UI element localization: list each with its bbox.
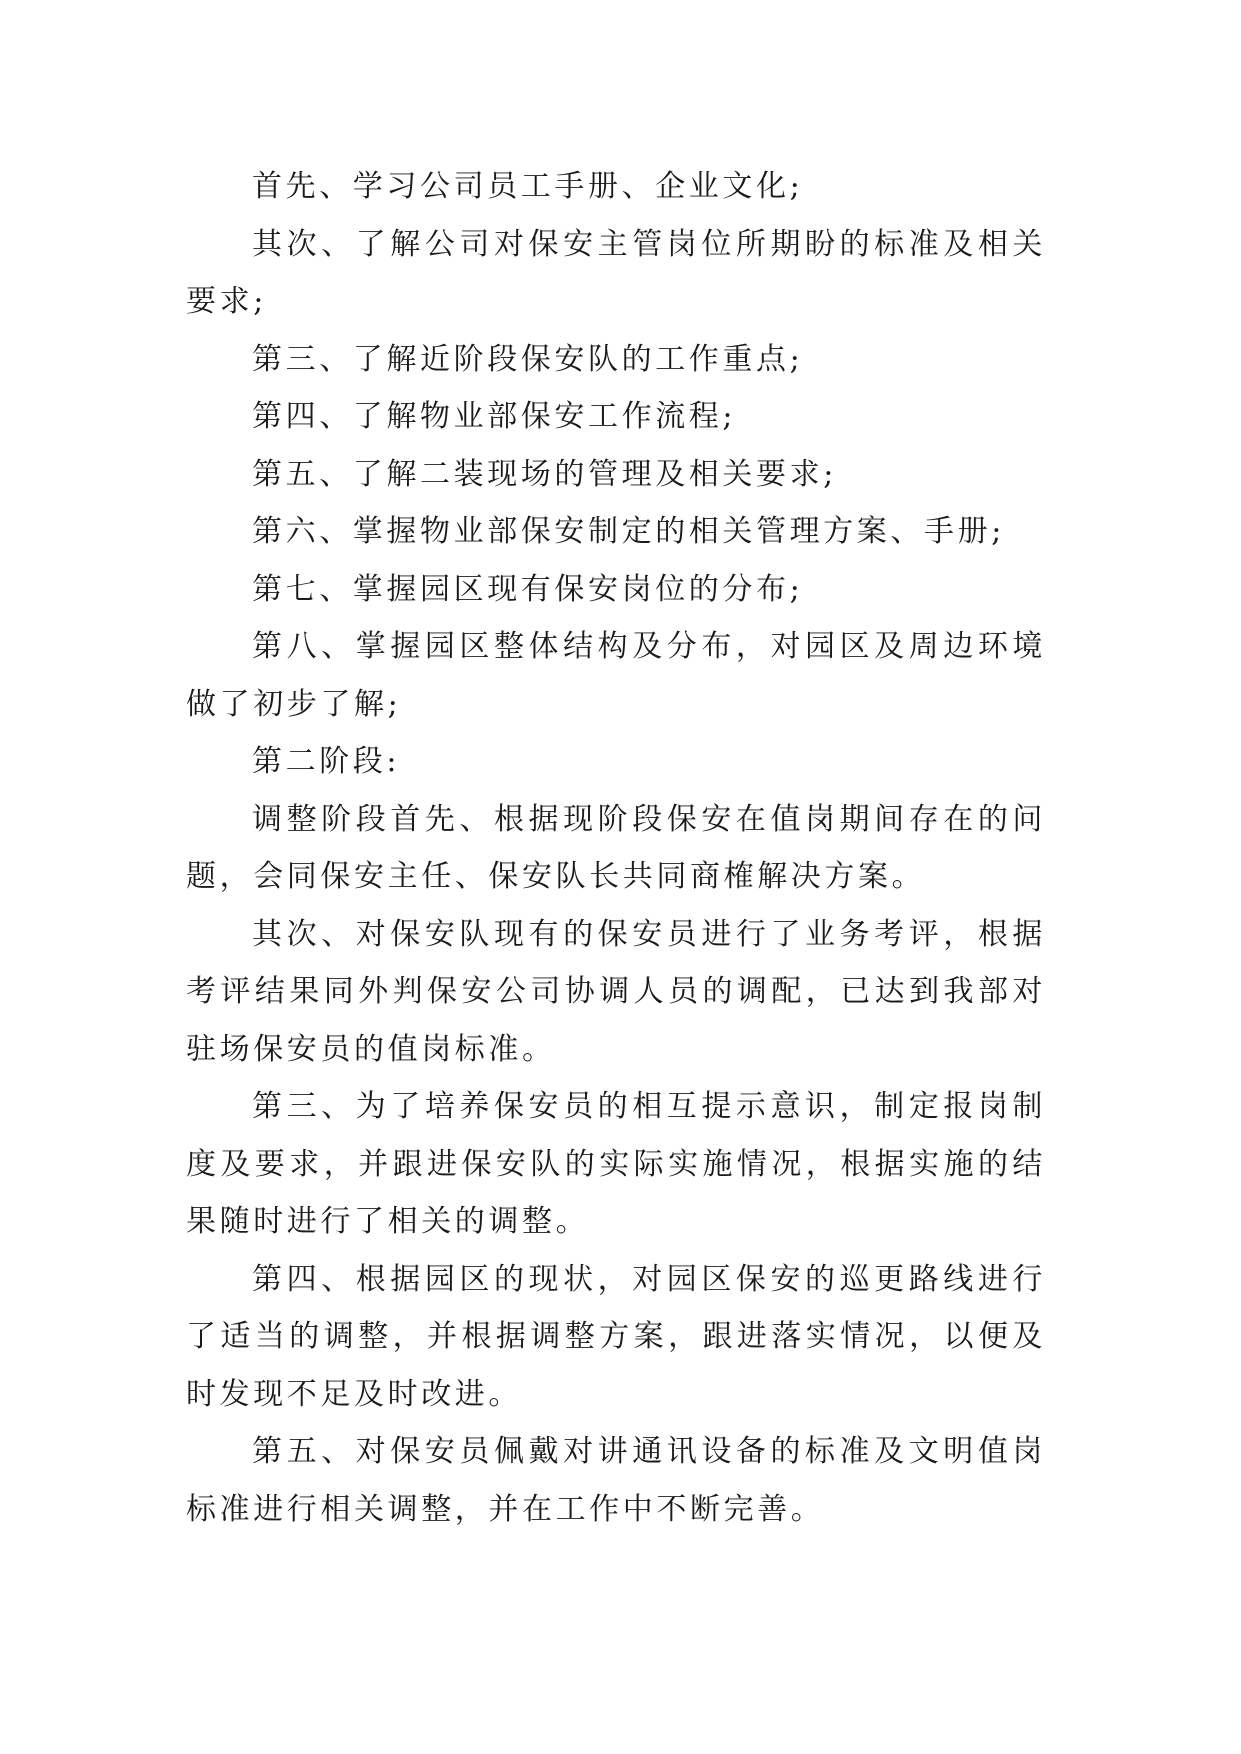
section-heading: 第二阶段:	[252, 744, 401, 779]
paragraph: 第五、了解二装现场的管理及相关要求;	[252, 456, 837, 492]
paragraph: 第七、掌握园区现有保安岗位的分布;	[252, 571, 804, 607]
paragraph: 调整阶段首先、根据现阶段保安在值岗期间存在的问题，会同保安主任、保安队长共同商榷解决方案。	[186, 801, 1046, 894]
paragraph: 第四、根据园区的现状，对园区保安的巡更路线进行了适当的调整，并根据调整方案，跟进落实情况，以便及时发现不足及时改进。	[186, 1261, 1046, 1412]
paragraph: 第三、为了培养保安员的相互提示意识，制定报岗制度及要求，并跟进保安队的实际实施情况，根据实施的结果随时进行了相关的调整。	[186, 1089, 1046, 1239]
paragraph: 第四、了解物业部保安工作流程;	[252, 399, 737, 434]
paragraph: 第六、掌握物业部保安制定的相关管理方案、手册;	[252, 514, 1005, 549]
paragraph: 第三、了解近阶段保安队的工作重点;	[252, 341, 804, 377]
paragraph: 首先、学习公司员工手册、企业文化;	[252, 169, 804, 204]
paragraph: 第五、对保安员佩戴对讲通讯设备的标准及文明值岗标准进行相关调整，并在工作中不断完善。	[186, 1434, 1046, 1527]
paragraph: 其次、对保安队现有的保安员进行了业务考评，根据考评结果同外判保安公司协调人员的调配，已达到我部对驻场保安员的值岗标准。	[186, 916, 1046, 1067]
paragraph: 第八、掌握园区整体结构及分布，对园区及周边环境做了初步了解;	[186, 629, 1046, 722]
paragraph: 其次、了解公司对保安主管岗位所期盼的标准及相关要求;	[186, 226, 1046, 319]
document-body	[186, 158, 1046, 1538]
